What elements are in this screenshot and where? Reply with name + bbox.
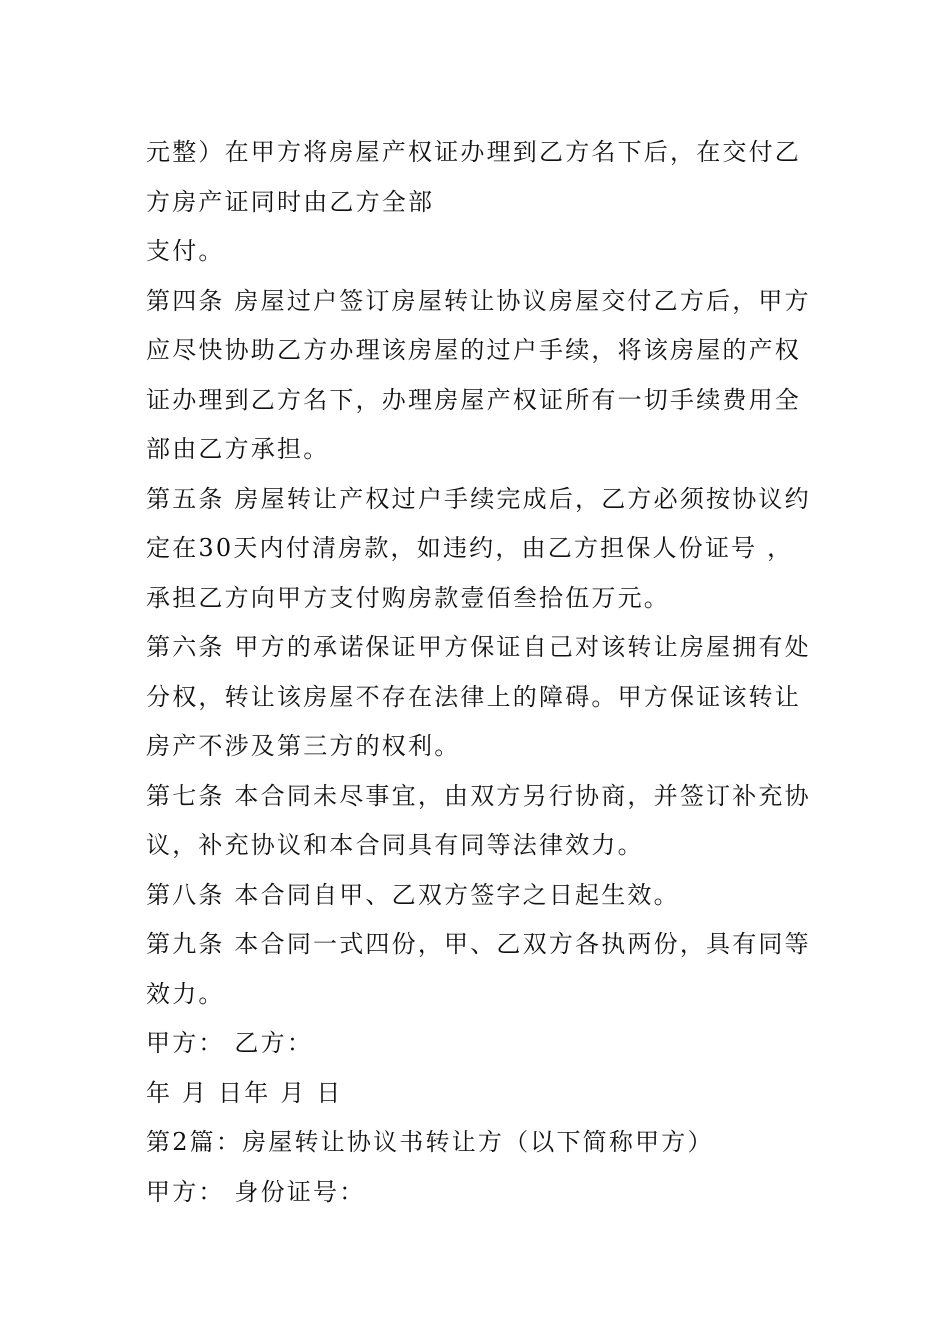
article-9: 第九条 本合同一式四份，甲、乙双方各执两份，具有同等效力。	[146, 930, 811, 1008]
signature-dates: 年 月 日年 月 日	[146, 1078, 343, 1107]
signature-parties: 甲方： 乙方：	[146, 1029, 314, 1057]
paragraph-payment-condition: 元整）在甲方将房屋产权证办理到乙方名下后，在交付乙方房产证同时由乙方全部	[146, 138, 801, 216]
document-body	[146, 128, 816, 1217]
party-a-id-line: 甲方： 身份证号：	[146, 1177, 366, 1206]
section-heading-2: 第2篇：房屋转让协议书转让方（以下简称甲方）	[146, 1128, 714, 1156]
article-8: 第八条 本合同自甲、乙双方签字之日起生效。	[146, 880, 680, 909]
article-7: 第七条 本合同未尽事宜，由双方另行协商，并签订补充协议，补充协议和本合同具有同等法律效力。	[146, 781, 811, 859]
article-4: 第四条 房屋过户签订房屋转让协议房屋交付乙方后，甲方应尽快协助乙方办理该房屋的过户手续，将该房屋的产权证办理到乙方名下，办理房屋产权证所有一切手续费用全部由乙方承担。	[146, 286, 811, 463]
article-6: 第六条 甲方的承诺保证甲方保证自己对该转让房屋拥有处分权，转让该房屋不存在法律上的障碍。甲方保证该转让房产不涉及第三方的权利。	[146, 633, 811, 760]
paragraph-payment-end: 支付。	[146, 237, 225, 265]
article-5: 第五条 房屋转让产权过户手续完成后，乙方必须按协议约定在30天内付清房款，如违约，由乙方担保人份证号 ，承担乙方向甲方支付购房款壹佰叁拾伍万元。	[146, 484, 811, 612]
